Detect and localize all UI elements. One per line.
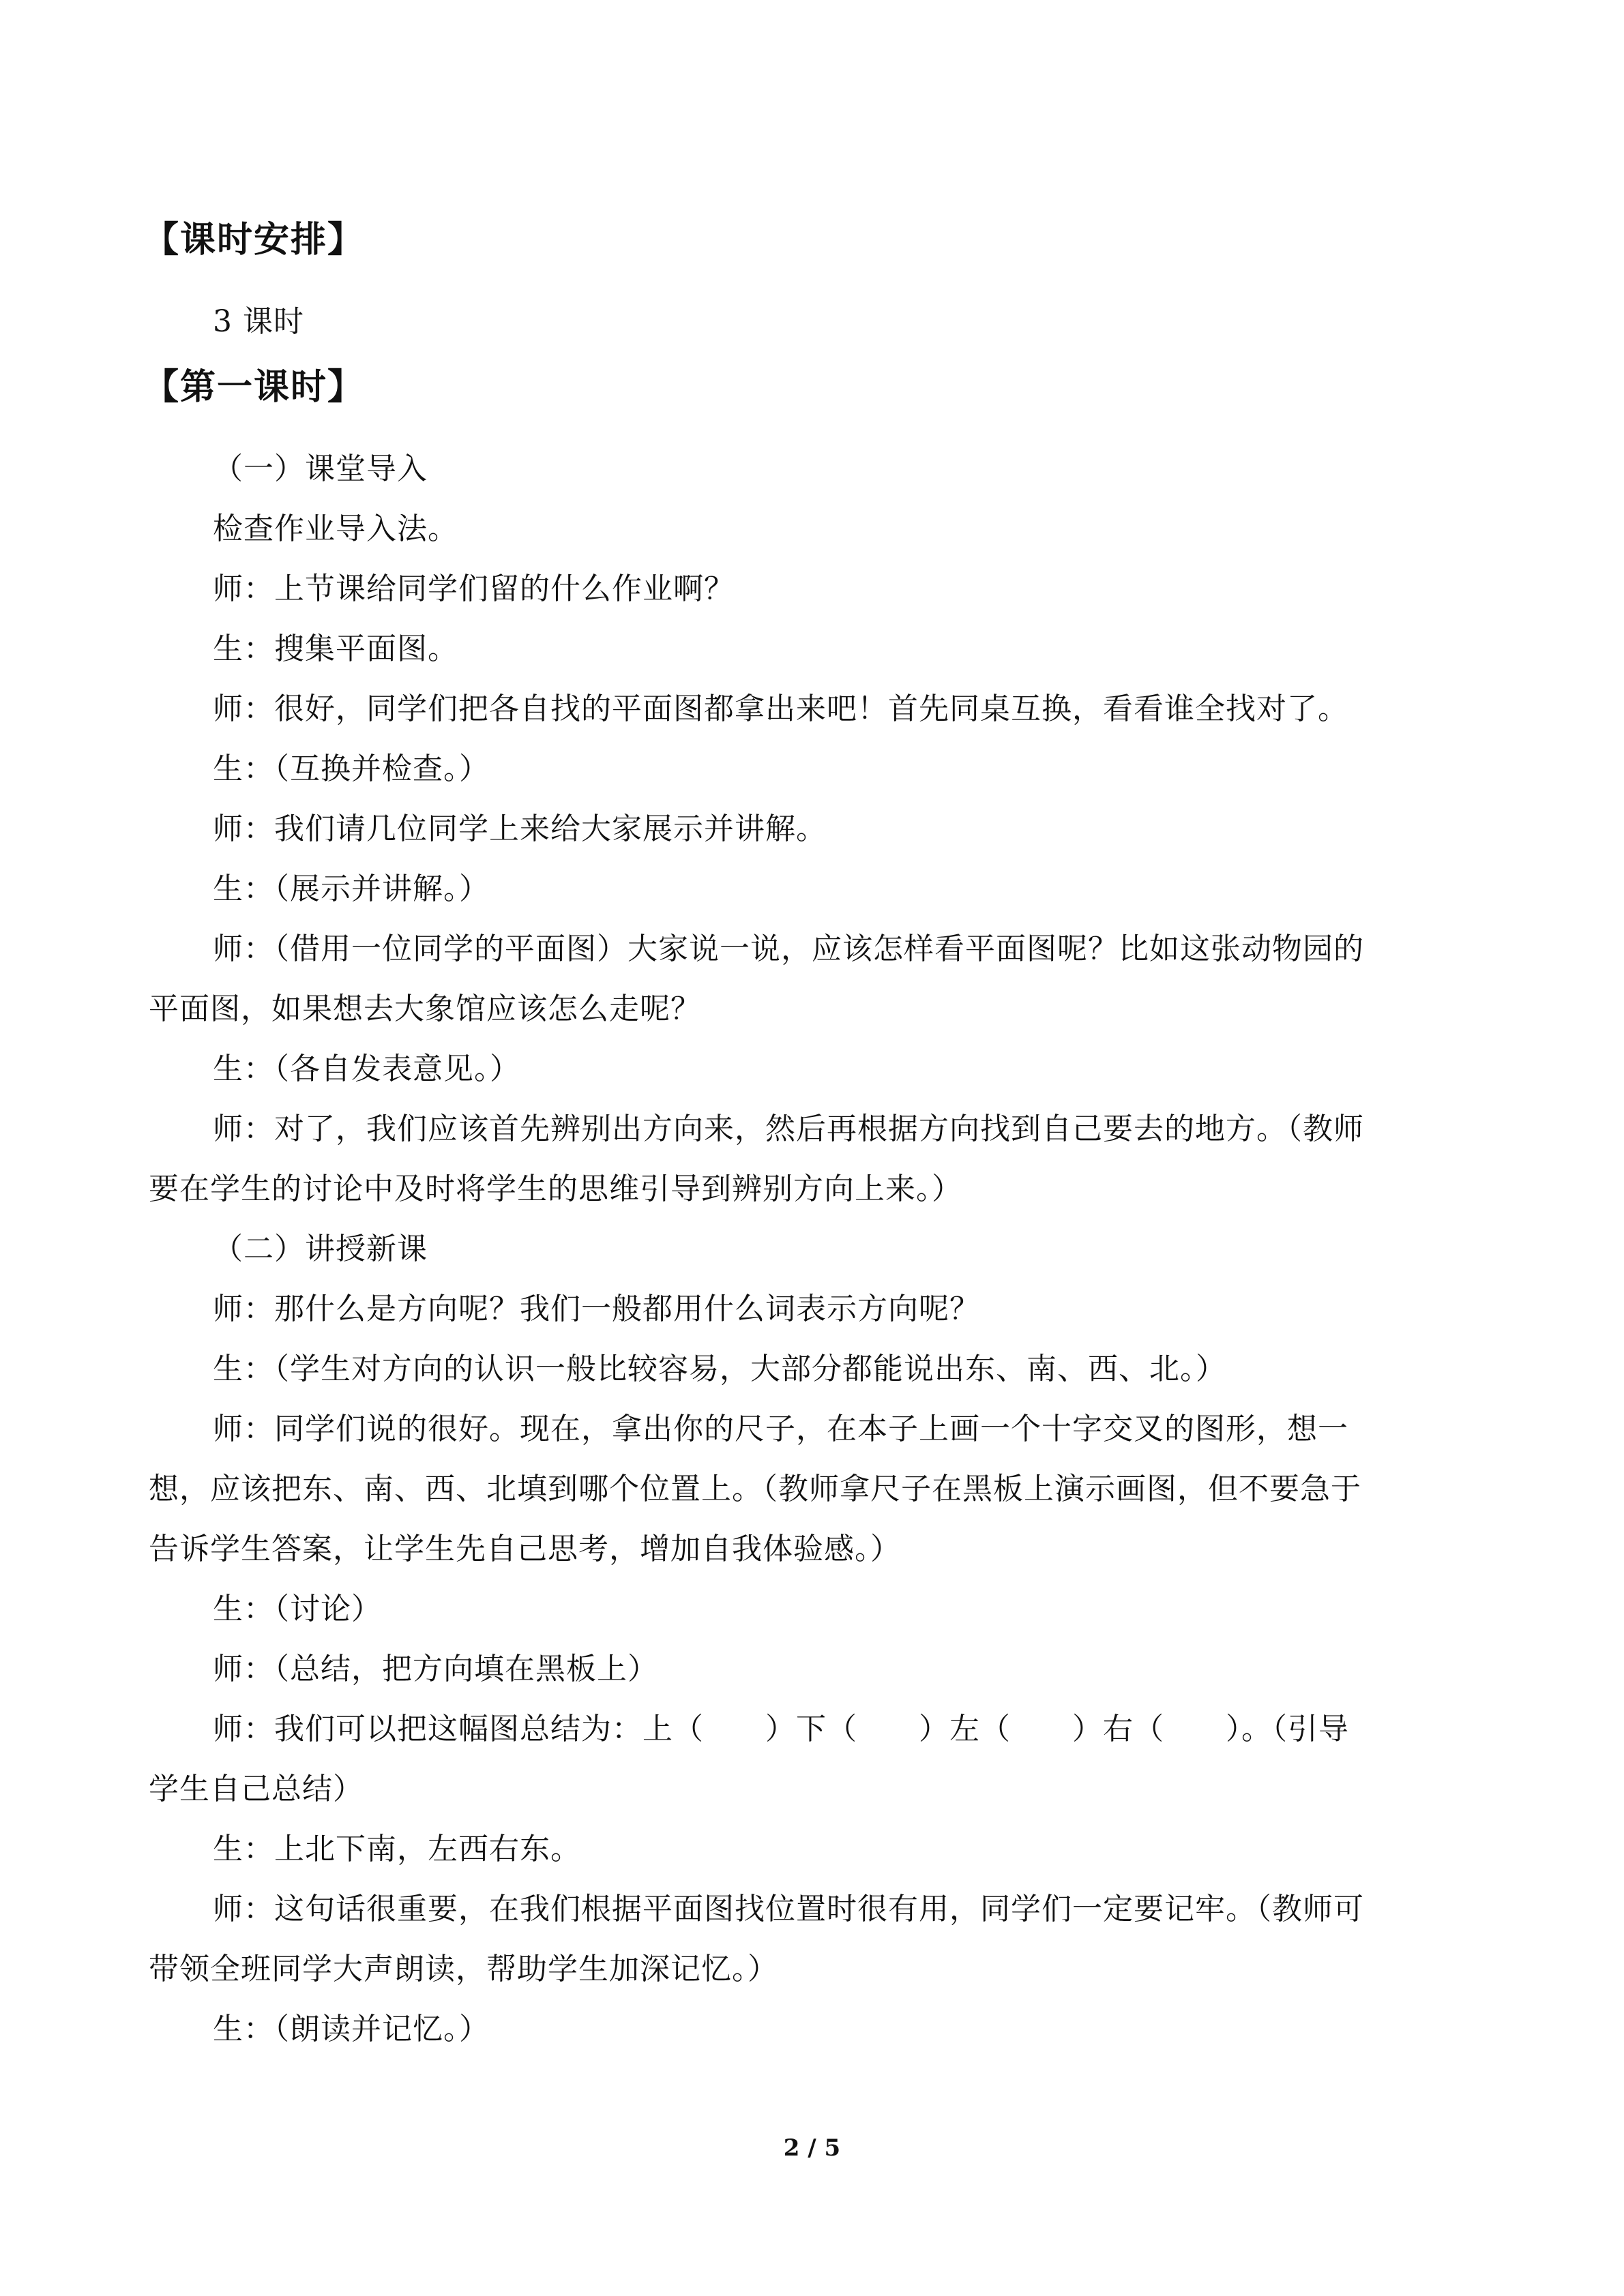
paragraph-line: 告诉学生答案，让学生先自己思考，增加自我体验感。） xyxy=(149,1532,901,1566)
paragraph-line: 生：（互换并检查。） xyxy=(213,751,490,786)
paragraph-line: 师：同学们说的很好。现在，拿出你的尺子，在本子上画一个十字交叉的图形，想一 xyxy=(213,1412,1348,1446)
paragraph-line: 要在学生的讨论中及时将学生的思维引导到辨别方向上来。） xyxy=(149,1172,962,1206)
paragraph-line: 带领全班同学大声朗读，帮助学生加深记忆。） xyxy=(149,1952,778,1986)
paragraph-line: 生：（学生对方向的认识一般比较容易，大部分都能说出东、南、西、北。） xyxy=(213,1352,1226,1386)
lesson-heading: 【第一课时】 xyxy=(143,367,365,408)
paragraph-line: 学生自己总结） xyxy=(149,1772,364,1806)
paragraph-line: 师：我们可以把这幅图总结为：上（ ）下（ ）左（ ）右（ ）。（引导 xyxy=(213,1712,1349,1746)
paragraph-line: 师：那什么是方向呢？我们一般都用什么词表示方向呢？ xyxy=(213,1292,980,1326)
paragraph-line: 生：（朗读并记忆。） xyxy=(213,2012,490,2046)
page-number: 2 / 5 xyxy=(783,2134,841,2162)
paragraph-line: 生：（讨论） xyxy=(213,1592,382,1626)
paragraph-line: 想，应该把东、南、西、北填到哪个位置上。（教师拿尺子在黑板上演示画图，但不要急于 xyxy=(149,1472,1361,1506)
paragraph-line: 生：搜集平面图。 xyxy=(213,631,458,666)
paragraph-line: 师：对了，我们应该首先辨别出方向来，然后再根据方向找到自己要去的地方。（教师 xyxy=(213,1112,1364,1146)
paragraph-line: 师：我们请几位同学上来给大家展示并讲解。 xyxy=(213,811,827,846)
section-title-intro: （一）课堂导入 xyxy=(213,451,428,486)
paragraph-line: 生：（展示并讲解。） xyxy=(213,871,490,906)
paragraph-line: 师：（借用一位同学的平面图）大家说一说，应该怎样看平面图呢？比如这张动物园的 xyxy=(213,931,1364,966)
paragraph-line: 平面图，如果想去大象馆应该怎么走呢？ xyxy=(149,992,701,1026)
paragraph-line: 检查作业导入法。 xyxy=(213,511,458,546)
paragraph-line: 师：上节课给同学们留的什么作业啊？ xyxy=(213,571,735,606)
schedule-value: 3 课时 xyxy=(213,304,304,339)
paragraph-line: 师：很好，同学们把各自找的平面图都拿出来吧！首先同桌互换，看看谁全找对了。 xyxy=(213,691,1348,726)
section-title-new-lesson: （二）讲授新课 xyxy=(213,1232,428,1266)
paragraph-line: 生：（各自发表意见。） xyxy=(213,1052,520,1086)
schedule-heading: 【课时安排】 xyxy=(143,220,365,260)
paragraph-line: 生：上北下南，左西右东。 xyxy=(213,1832,581,1866)
paragraph-line: 师：（总结，把方向填在黑板上） xyxy=(213,1652,658,1686)
paragraph-line: 师：这句话很重要，在我们根据平面图找位置时很有用，同学们一定要记牢。（教师可 xyxy=(213,1892,1364,1926)
